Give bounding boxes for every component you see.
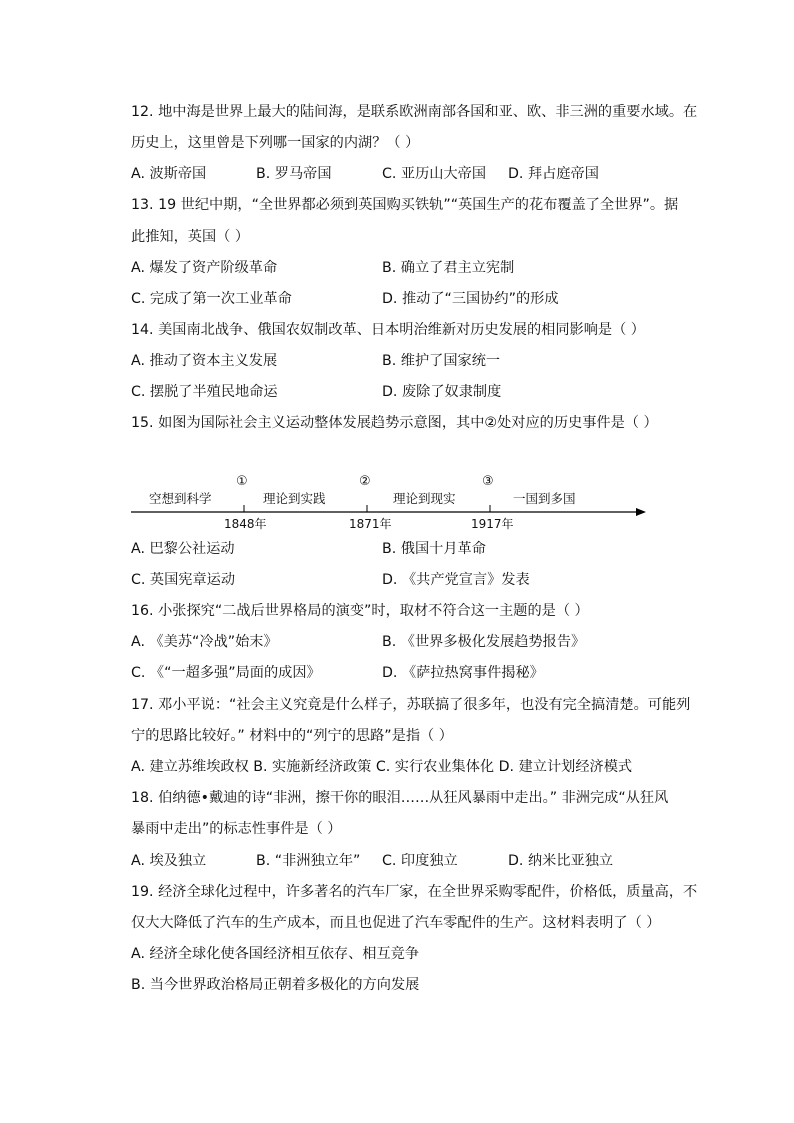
timeline-marker-3: ③ [482, 474, 494, 489]
q19-stem-line1: 19. 经济全球化过程中，许多著名的汽车厂家，在全世界采购零配件，价格低，质量高，不 [131, 884, 698, 900]
q13-stem-line1: 13. 19 世纪中期，“全世界都必须到英国购买铁轨”“英国生产的花布覆盖了全世界”。据 [131, 197, 679, 213]
q17-options-line: A. 建立苏维埃政权 B. 实施新经济政策 C. 实行农业集体化 D. 建立计划经济模式 [131, 759, 633, 775]
q13-option-b: B. 确立了君主立宪制 [382, 260, 515, 276]
q18-option-a: A. 埃及独立 [131, 853, 207, 869]
q16-option-a: A. 《美苏“冷战”始末》 [131, 634, 278, 650]
timeline-segment-3: 理论到现实 [393, 491, 456, 506]
timeline-arrowhead [636, 508, 646, 516]
q16-option-c: C. 《“一超多强”局面的成因》 [131, 665, 321, 681]
q18-option-c: C. 印度独立 [382, 853, 458, 869]
q18-stem-line2: 暴雨中走出”的标志性事件是（ ） [131, 821, 342, 837]
q12-option-b: B. 罗马帝国 [256, 166, 332, 182]
q14-option-a: A. 推动了资本主义发展 [131, 353, 278, 369]
q12-option-a: A. 波斯帝国 [131, 166, 207, 182]
q18-option-b: B. “非洲独立年” [256, 853, 361, 869]
q14-option-b: B. 维护了国家统一 [382, 353, 501, 369]
q16-stem-line1: 16. 小张探究“二战后世界格局的演变”时，取材不符合这一主题的是（ ） [131, 603, 589, 619]
timeline-year-1871: 1871年 [349, 517, 392, 531]
q17-stem-line2: 宁的思路比较好。” 材料中的“列宁的思路”是指（ ） [131, 728, 453, 744]
q12-option-c: C. 亚历山大帝国 [382, 166, 487, 182]
q15-stem-line1: 15. 如图为国际社会主义运动整体发展趋势示意图，其中②处对应的历史事件是（ ） [131, 415, 658, 431]
timeline-year-1917: 1917年 [471, 517, 514, 531]
timeline-marker-1: ① [236, 474, 248, 489]
q13-option-c: C. 完成了第一次工业革命 [131, 291, 292, 307]
q14-option-c: C. 摆脱了半殖民地命运 [131, 384, 278, 400]
q13-option-d: D. 推动了“三国协约”的形成 [382, 291, 559, 307]
q18-option-d: D. 纳米比亚独立 [508, 853, 614, 869]
q12-option-d: D. 拜占庭帝国 [508, 166, 599, 182]
q19-option-a: A. 经济全球化使各国经济相互依存、相互竞争 [131, 946, 420, 962]
timeline-year-1848: 1848年 [224, 517, 267, 531]
timeline-segment-1: 空想到科学 [149, 491, 212, 506]
q14-option-d: D. 废除了奴隶制度 [382, 384, 502, 400]
q12-stem-line2: 历史上，这里曾是下列哪一国家的内湖？（ ） [131, 135, 420, 151]
q16-option-b: B. 《世界多极化发展趋势报告》 [382, 634, 586, 650]
q18-stem-line1: 18. 伯纳德•戴迪的诗“非洲，擦干你的眼泪……从狂风暴雨中走出。” 非洲完成“从狂风 [131, 790, 669, 806]
q13-stem-line2: 此推知，英国（ ） [131, 229, 250, 245]
q19-option-b: B. 当今世界政治格局正朝着多极化的方向发展 [131, 977, 420, 993]
q15-option-b: B. 俄国十月革命 [382, 541, 486, 557]
q19-stem-line2: 仅大大降低了汽车的生产成本，而且也促进了汽车零配件的生产。这材料表明了（ ） [131, 915, 661, 931]
q15-option-c: C. 英国宪章运动 [131, 572, 236, 588]
timeline-segment-2: 理论到实践 [263, 491, 326, 506]
q15-option-d: D. 《共产党宣言》发表 [382, 572, 530, 588]
q16-option-d: D. 《萨拉热窝事件揭秘》 [382, 665, 544, 681]
q14-stem-line1: 14. 美国南北战争、俄国农奴制改革、日本明治维新对历史发展的相同影响是（ ） [131, 322, 645, 338]
q17-stem-line1: 17. 邓小平说：“社会主义究竟是什么样子，苏联搞了很多年，也没有完全搞清楚。可能列 [131, 697, 691, 713]
timeline-marker-2: ② [359, 474, 371, 489]
timeline-segment-4: 一国到多国 [513, 491, 576, 506]
q12-stem-line1: 12. 地中海是世界上最大的陆间海，是联系欧洲南部各国和亚、欧、非三洲的重要水域。在 [131, 104, 698, 120]
q13-option-a: A. 爆发了资产阶级革命 [131, 260, 278, 276]
q15-option-a: A. 巴黎公社运动 [131, 541, 235, 557]
